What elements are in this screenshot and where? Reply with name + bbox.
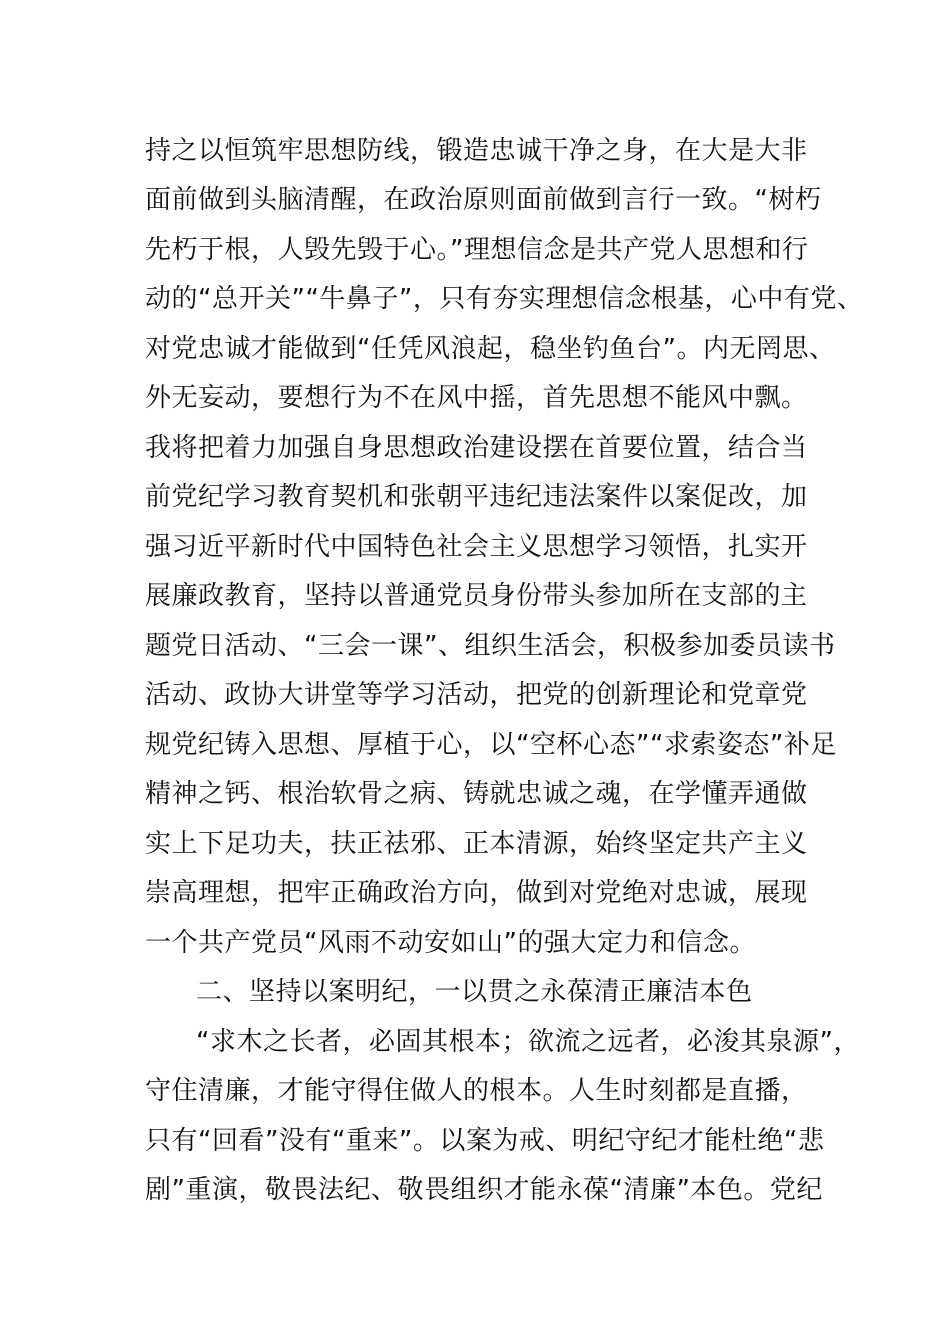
body-text-line: 动的“总开关”“牛鼻子”，只有夯实理想信念根基，心中有党、 <box>145 284 864 314</box>
body-text-line: 守住清廉，才能守得住做人的根本。人生时刻都是直播， <box>145 1076 808 1106</box>
section-heading: 二、坚持以案明纪，一以贯之永葆清正廉洁本色 <box>196 977 753 1007</box>
body-text-line: 实上下足功夫，扶正祛邪、正本清源，始终坚定共产主义 <box>145 829 808 859</box>
body-text-line: 规党纪铸入思想、厚植于心，以“空杯心态”“求索姿态”补足 <box>145 730 837 760</box>
body-text-line: 对党忠诚才能做到“任凭风浪起，稳坐钓鱼台”。内无罔思、 <box>145 334 836 364</box>
body-text-line: 先朽于根，人毁先毁于心。”理想信念是共产党人思想和行 <box>145 235 809 265</box>
body-text-line: 精神之钙、根治软骨之病、铸就忠诚之魂，在学懂弄通做 <box>145 779 808 809</box>
body-text-line: 强习近平新时代中国特色社会主义思想学习领悟，扎实开 <box>145 532 808 562</box>
body-text-line: 剧”重演，敬畏法纪、敬畏组织才能永葆“清廉”本色。党纪 <box>145 1175 823 1205</box>
body-text-line: 持之以恒筑牢思想防线，锻造忠诚干净之身，在大是大非 <box>145 136 808 166</box>
body-text-line: 题党日活动、“三会一课”、组织生活会，积极参加委员读书 <box>145 631 836 661</box>
body-text-line: 我将把着力加强自身思想政治建设摆在首要位置，结合当 <box>145 433 808 463</box>
body-text-line: 活动、政协大讲堂等学习活动，把党的创新理论和党章党 <box>145 680 808 710</box>
body-text-line: 只有“回看”没有“重来”。以案为戒、明纪守纪才能杜绝“悲 <box>145 1126 825 1156</box>
body-text-line: “求木之长者，必固其根本；欲流之远者，必浚其泉源”， <box>196 1027 860 1057</box>
body-text-line: 面前做到头脑清醒，在政治原则面前做到言行一致。“树朽 <box>145 185 822 215</box>
body-text-line: 崇高理想，把牢正确政治方向，做到对党绝对忠诚，展现 <box>145 878 808 908</box>
body-text-line: 一个共产党员“风雨不动安如山”的强大定力和信念。 <box>145 928 756 958</box>
body-text-line: 展廉政教育，坚持以普通党员身份带头参加所在支部的主 <box>145 581 808 611</box>
body-text-line: 前党纪学习教育契机和张朝平违纪违法案件以案促改，加 <box>145 482 808 512</box>
body-text-line: 外无妄动，要想行为不在风中摇，首先思想不能风中飘。 <box>145 383 808 413</box>
